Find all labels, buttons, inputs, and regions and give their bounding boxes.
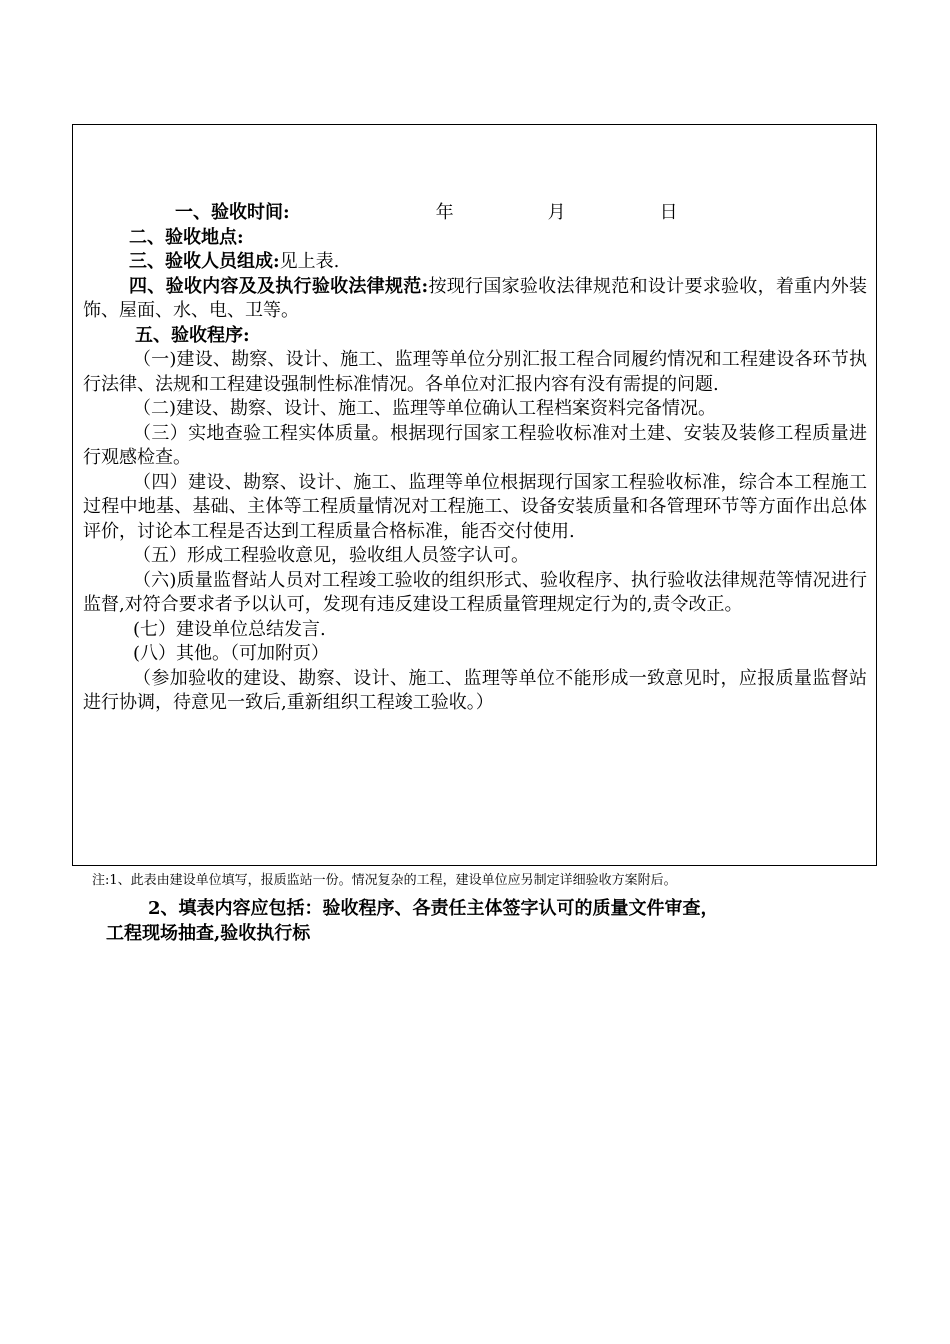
acceptance-place-label: 二、验收地点:: [129, 226, 244, 248]
day-unit: 日: [659, 202, 678, 223]
acceptance-members-text: 见上表.: [279, 251, 340, 272]
acceptance-members-label: 三、验收人员组成:: [129, 251, 280, 272]
acceptance-content-text: 按现行国家验收法律规范和设计要求验收，着重内外装饰、屋面、水、电、卫等。: [83, 275, 867, 321]
month-unit: 月: [547, 202, 566, 223]
acceptance-members-row: [83, 250, 867, 275]
acceptance-date-row: [83, 201, 867, 226]
footnote-1: 注:1、此表由建设单位填写，报质监站一份。情况复杂的工程，建设单位应另制定详细验收方案附后。: [92, 873, 677, 888]
procedure-step-2: （二)建设、勘察、设计、施工、监理等单位确认工程档案资料完备情况。: [133, 398, 717, 419]
footnote-2-line-2: 工程现场抽查,验收执行标: [106, 923, 311, 944]
acceptance-date-label: 一、验收时间:: [175, 202, 290, 223]
procedure-step-3: （三）实地查验工程实体质量。根据现行国家工程验收标准对土建、安装及装修工程质量进行观感检查。: [83, 422, 867, 468]
form-content: [83, 201, 867, 716]
procedure-step-8: (八）其他。（可加附页）: [133, 643, 330, 664]
footnote-2: [106, 896, 876, 946]
acceptance-content-row: [83, 275, 867, 324]
acceptance-procedure-label: 五、验收程序:: [135, 324, 250, 346]
acceptance-procedure-row: [83, 324, 867, 349]
acceptance-form-box: [72, 124, 877, 866]
procedure-step-1: （一)建设、勘察、设计、施工、监理等单位分别汇报工程合同履约情况和工程建设各环节执行法律、法规和工程建设强制性标准情况。各单位对汇报内容有没有需提的问题.: [83, 349, 867, 395]
procedure-step-9: （参加验收的建设、勘察、设计、施工、监理等单位不能形成一致意见时，应报质量监督站进行协调，待意见一致后,重新组织工程竣工验收。）: [83, 667, 867, 713]
procedure-step-5: （五）形成工程验收意见，验收组人员签字认可。: [133, 545, 529, 566]
year-unit: 年: [435, 202, 454, 223]
procedure-step-7: (七）建设单位总结发言.: [133, 618, 326, 640]
acceptance-content-label: 四、验收内容及及执行验收法律规范:: [129, 275, 429, 297]
procedure-step-6: （六)质量监督站人员对工程竣工验收的组织形式、验收程序、执行验收法律规范等情况进行监督,对符合要求者予以认可，发现有违反建设工程质量管理规定行为的,责令改正。: [83, 569, 867, 615]
acceptance-place-row: [83, 226, 867, 251]
footnote-2-line-1: 2、填表内容应包括：验收程序、各责任主体签字认可的质量文件审查，: [148, 898, 719, 919]
procedure-step-4: （四）建设、勘察、设计、施工、监理等单位根据现行国家工程验收标准，综合本工程施工过程中地基、基础、主体等工程质量情况对工程施工、设备安装质量和各管理环节等方面作出总体评价，讨论本工程是否达到工程质量合格标准，能否交付使用.: [83, 471, 867, 542]
